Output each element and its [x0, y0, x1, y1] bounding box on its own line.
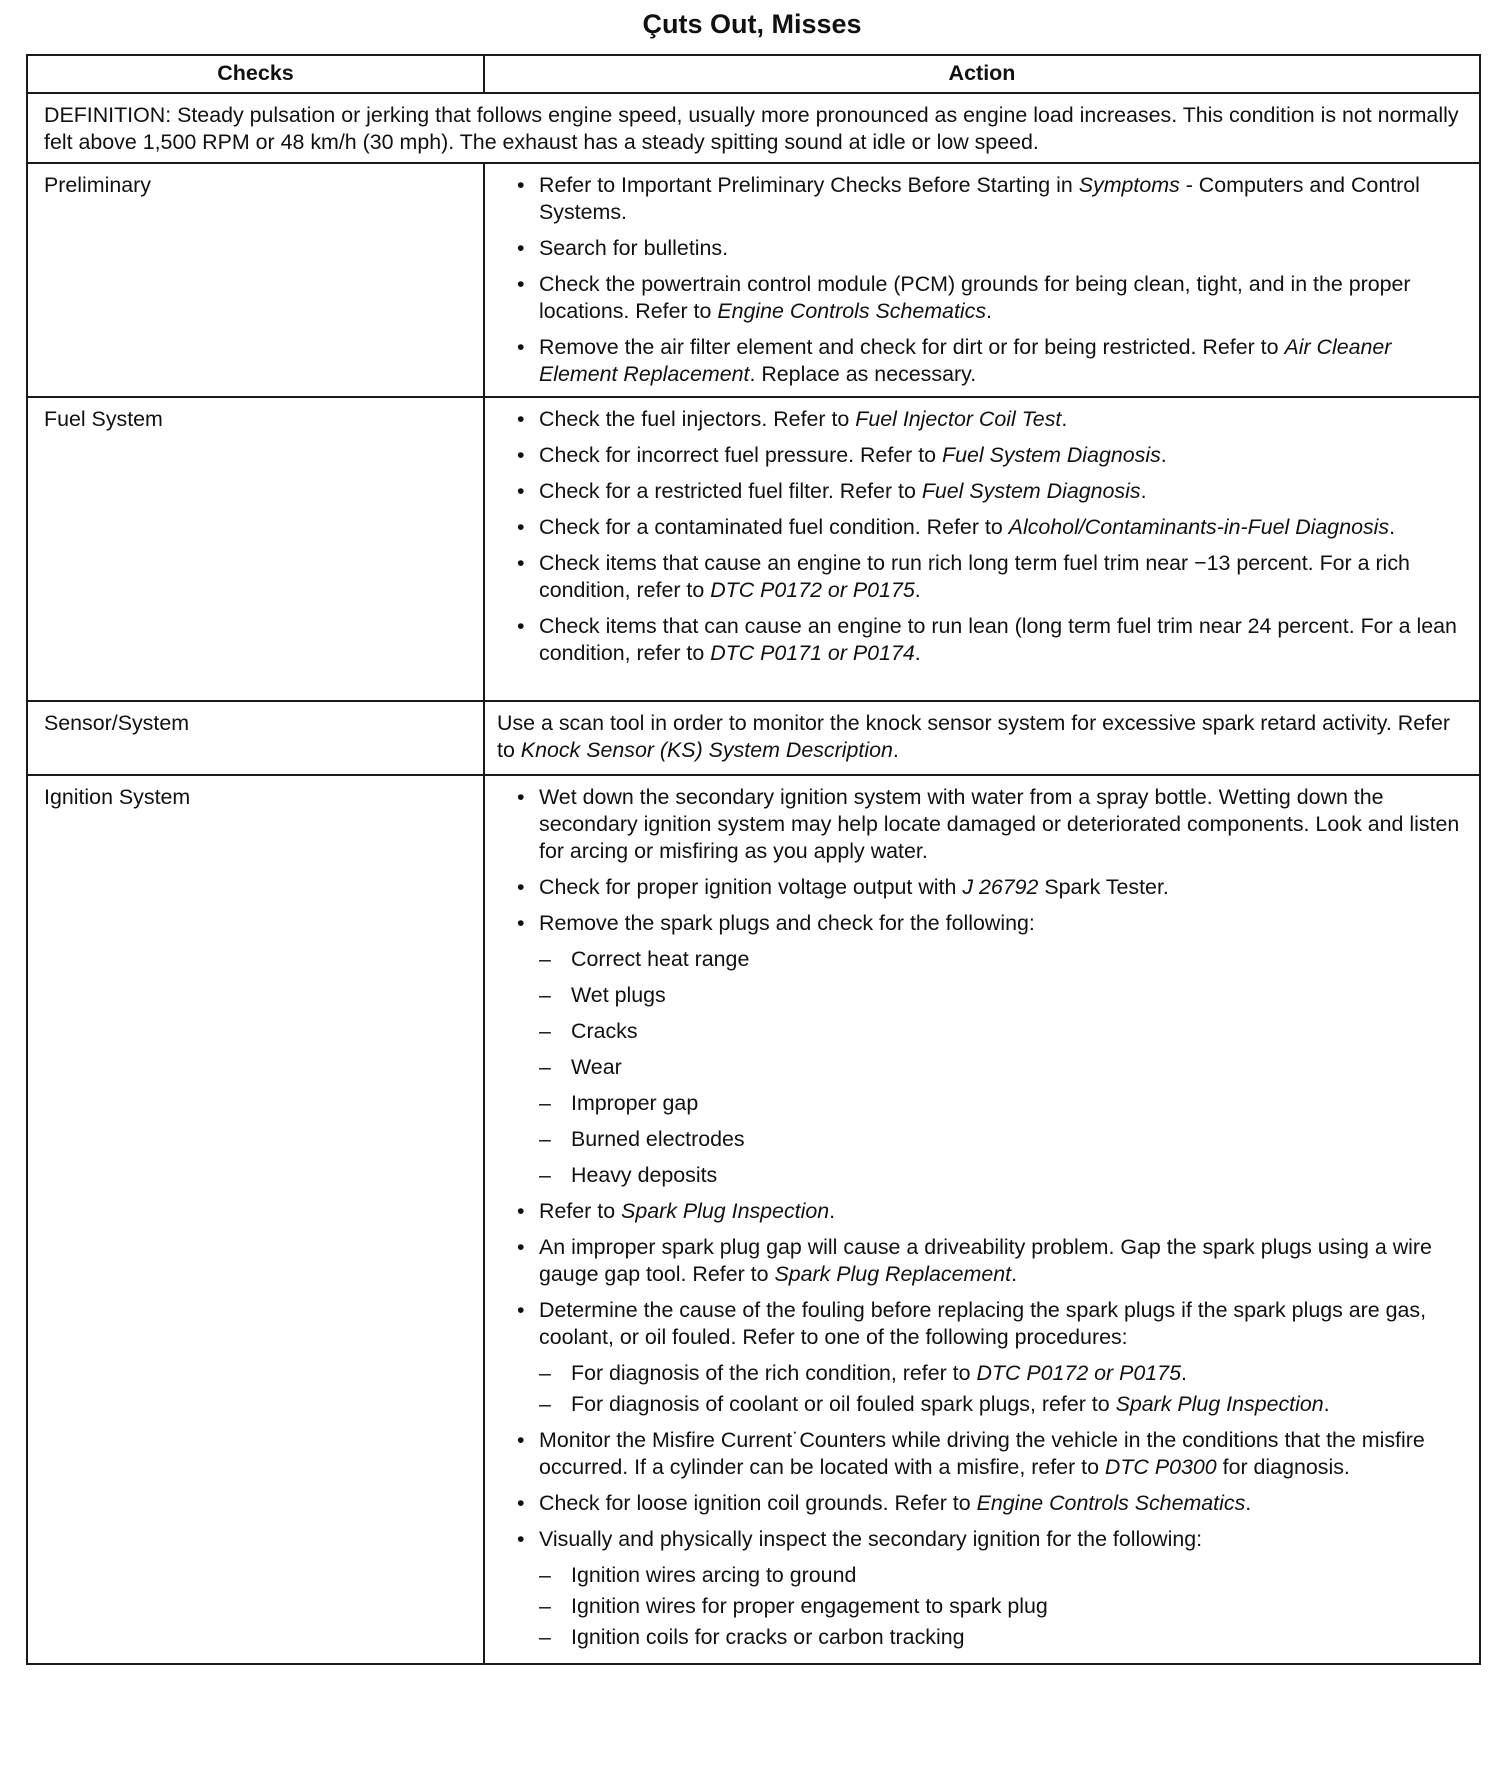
text-segment: Refer to: [539, 1199, 622, 1223]
table-row: [27, 397, 1480, 701]
sub-list-item: [539, 1360, 1465, 1387]
text-segment: For diagnosis of the rich condition, refer to: [571, 1361, 977, 1385]
definition-text: DEFINITION: Steady pulsation or jerking that follows engine speed, usually more pronounced as engine load increases. This condition is not normally felt above 1,500 RPM or 48 km/h (30 mph). The exhaust has a steady spitting sound at idle or low speed.: [27, 93, 1480, 163]
ignition-list: [515, 784, 1465, 1651]
check-preliminary: Preliminary: [27, 163, 484, 397]
reference-link-text: DTC P0171 or P0174: [710, 641, 915, 665]
text-segment: Check for incorrect fuel pressure. Refer to: [539, 443, 943, 467]
text-segment: Monitor the Misfire Current˙Counters while driving the vehicle in the conditions that the misfire occurred. If a cylinder can be located with a misfire, refer to: [539, 1428, 1425, 1479]
action-preliminary: [484, 163, 1480, 397]
list-item: [515, 172, 1465, 226]
list-item: [515, 1297, 1465, 1418]
sub-list-item: – Correct heat range: [539, 946, 1465, 973]
list-item: [515, 784, 1465, 865]
sub-list-item: – Ignition coils for cracks or carbon tracking: [539, 1624, 1465, 1651]
text-segment: Remove the air filter element and check for dirt or for being restricted. Refer to: [539, 335, 1285, 359]
sub-list-item: – Wet plugs: [539, 982, 1465, 1009]
text-segment: for diagnosis.: [1216, 1455, 1350, 1479]
reference-link-text: Alcohol/Contaminants-in-Fuel Diagnosis: [1008, 515, 1390, 539]
text-segment: Check the powertrain control module (PCM) grounds for being clean, tight, and in the proper locations. Refer to: [539, 272, 1411, 323]
diagnostic-table: [26, 54, 1481, 1665]
reference-link-text: J 26792: [962, 875, 1039, 899]
list-item-text: Remove the spark plugs and check for the following:: [539, 911, 1035, 935]
sub-list-item: [539, 1391, 1465, 1418]
text-segment: Check items that can cause an engine to run lean (long term fuel trim near 24 percent. For a lean condition, refer to: [539, 614, 1457, 665]
text-segment: Check for proper ignition voltage output with: [539, 875, 963, 899]
text-segment: .: [1140, 479, 1147, 503]
text-segment: Refer to Important Preliminary Checks Before Starting in: [539, 173, 1079, 197]
list-item: [515, 874, 1465, 901]
reference-link-text: Knock Sensor (KS) System Description: [520, 738, 893, 762]
list-item: [515, 514, 1465, 541]
list-item: [515, 406, 1465, 433]
fouling-procedure-list: [539, 1360, 1465, 1418]
text-segment: An improper spark plug gap will cause a driveability problem. Gap the spark plugs using a wire gauge gap tool. Refer to: [539, 1235, 1432, 1286]
sensor-text: [497, 710, 1465, 764]
list-item: [515, 271, 1465, 325]
definition-row: [27, 93, 1480, 163]
action-header: Action: [484, 55, 1480, 93]
list-item: [515, 1198, 1465, 1225]
list-item: [515, 235, 1465, 262]
header-row: [27, 55, 1480, 93]
table-row: [27, 701, 1480, 775]
list-item: [515, 1427, 1465, 1481]
reference-link-text: DTC P0172 or P0175: [976, 1361, 1181, 1385]
text-segment: Check items that cause an engine to run rich long term fuel trim near −13 percent. For a rich condition, refer to: [539, 551, 1410, 602]
reference-link-text: Spark Plug Inspection: [621, 1199, 830, 1223]
text-segment: Check for a contaminated fuel condition. Refer to: [539, 515, 1009, 539]
text-segment: .: [914, 578, 921, 602]
sub-list-item: – Ignition wires arcing to ground: [539, 1562, 1465, 1589]
text-segment: .: [1061, 407, 1068, 431]
action-fuel-system: [484, 397, 1480, 701]
action-ignition-system: [484, 775, 1480, 1664]
checks-header: Checks: [27, 55, 484, 93]
reference-link-text: Engine Controls Schematics: [717, 299, 987, 323]
list-item-text: Determine the cause of the fouling before replacing the spark plugs if the spark plugs are gas, coolant, or oil fouled. Refer to one of the following procedures:: [539, 1298, 1427, 1349]
text-segment: .: [1011, 1262, 1018, 1286]
text-segment: .: [1160, 443, 1167, 467]
sub-list-item: – Heavy deposits: [539, 1162, 1465, 1189]
preliminary-list: [515, 172, 1465, 388]
text-segment: . Replace as necessary.: [749, 362, 977, 386]
check-fuel-system: Fuel System: [27, 397, 484, 701]
reference-link-text: Fuel Injector Coil Test: [855, 407, 1062, 431]
reference-link-text: DTC P0172 or P0175: [710, 578, 915, 602]
sub-list-item: – Ignition wires for proper engagement to spark plug: [539, 1593, 1465, 1620]
reference-link-text: Air Cleaner Element Replacement: [539, 335, 1392, 386]
reference-link-text: Spark Plug Inspection: [1115, 1392, 1324, 1416]
text-segment: Spark Tester.: [1038, 875, 1169, 899]
list-item: [515, 613, 1465, 667]
text-segment: .: [914, 641, 921, 665]
list-item: [515, 910, 1465, 1189]
list-item: [515, 442, 1465, 469]
text-segment: .: [892, 738, 899, 762]
text-segment: .: [1323, 1392, 1330, 1416]
secondary-inspection-list: [539, 1562, 1465, 1651]
plug-check-list: [539, 946, 1465, 1189]
text-segment: For diagnosis of coolant or oil fouled spark plugs, refer to: [571, 1392, 1116, 1416]
check-sensor-system: Sensor/System: [27, 701, 484, 775]
list-item: [515, 334, 1465, 388]
text-segment: Wet down the secondary ignition system with water from a spray bottle. Wetting down the secondary ignition system may help locate damaged or deteriorated components. Look and listen for arcing or misfiring as you apply water.: [539, 785, 1460, 863]
list-item: [515, 1526, 1465, 1651]
sub-list-item: – Burned electrodes: [539, 1126, 1465, 1153]
reference-link-text: Fuel System Diagnosis: [942, 443, 1161, 467]
reference-link-text: Symptoms: [1078, 173, 1180, 197]
action-sensor-system: [484, 701, 1480, 775]
list-item-text: Visually and physically inspect the secondary ignition for the following:: [539, 1527, 1203, 1551]
text-segment: .: [829, 1199, 836, 1223]
reference-link-text: DTC P0300: [1104, 1455, 1217, 1479]
list-item: [515, 1490, 1465, 1517]
text-segment: .: [1245, 1491, 1252, 1515]
text-segment: .: [1180, 1361, 1187, 1385]
table-row: [27, 775, 1480, 1664]
fuel-list: [515, 406, 1465, 667]
reference-link-text: Fuel System Diagnosis: [921, 479, 1141, 503]
list-item: [515, 550, 1465, 604]
sub-list-item: – Improper gap: [539, 1090, 1465, 1117]
sub-list-item: – Cracks: [539, 1018, 1465, 1045]
list-item: [515, 1234, 1465, 1288]
document-title: Çuts Out, Misses: [642, 9, 862, 39]
reference-link-text: Engine Controls Schematics: [976, 1491, 1246, 1515]
text-segment: .: [1389, 515, 1396, 539]
check-ignition-system: Ignition System: [27, 775, 484, 1664]
text-segment: Check for loose ignition coil grounds. Refer to: [539, 1491, 977, 1515]
reference-link-text: Spark Plug Replacement: [774, 1262, 1012, 1286]
text-segment: Check the fuel injectors. Refer to: [539, 407, 856, 431]
list-item: [515, 478, 1465, 505]
table-row: [27, 163, 1480, 397]
text-segment: - Computers and Control Systems.: [539, 173, 1420, 224]
text-segment: .: [986, 299, 992, 323]
text-segment: Use a scan tool in order to monitor the knock sensor system for excessive spark retard activity. Refer to: [497, 711, 1451, 762]
text-segment: Check for a restricted fuel filter. Refer to: [539, 479, 922, 503]
text-segment: Search for bulletins.: [539, 236, 729, 260]
sub-list-item: – Wear: [539, 1054, 1465, 1081]
